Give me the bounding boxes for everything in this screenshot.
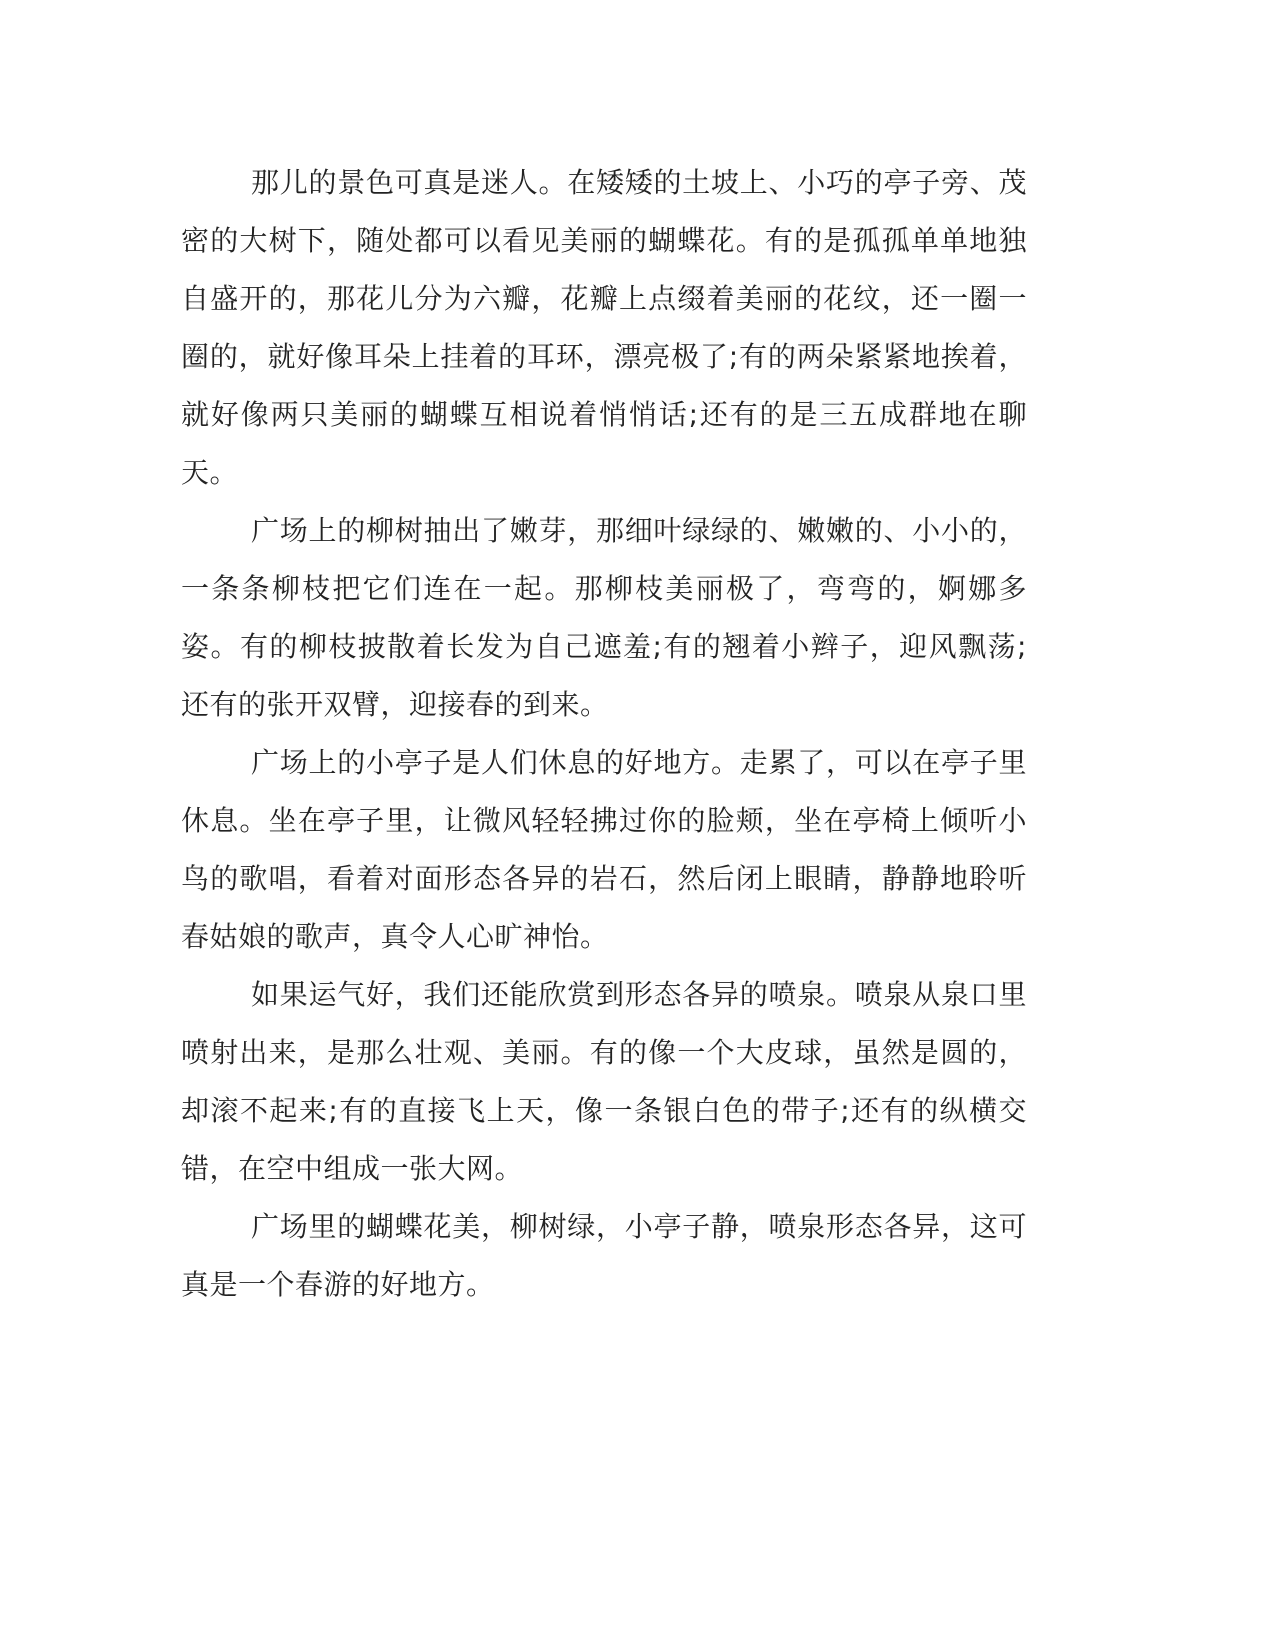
paragraph-pavilion: 广场上的小亭子是人们休息的好地方。走累了，可以在亭子里休息。坐在亭子里，让微风轻轻拂过你的脸颊，坐在亭椅上倾听小鸟的歌唱，看着对面形态各异的岩石，然后闭上眼睛，静静地聆听春姑娘的歌声，真令人心旷神怡。 — [181, 746, 1027, 953]
paragraph-willow-trees: 广场上的柳树抽出了嫩芽，那细叶绿绿的、嫩嫩的、小小的，一条条柳枝把它们连在一起。那柳枝美丽极了，弯弯的，婀娜多姿。有的柳枝披散着长发为自己遮羞;有的翘着小辫子，迎风飘荡;还有的张开双臂，迎接春的到来。 — [181, 514, 1027, 721]
paragraph-conclusion: 广场里的蝴蝶花美，柳树绿，小亭子静，喷泉形态各异，这可真是一个春游的好地方。 — [181, 1210, 1027, 1301]
paragraph-butterfly-flowers: 那儿的景色可真是迷人。在矮矮的土坡上、小巧的亭子旁、茂密的大树下，随处都可以看见美丽的蝴蝶花。有的是孤孤单单地独自盛开的，那花儿分为六瓣，花瓣上点缀着美丽的花纹，还一圈一圈的，就好像耳朵上挂着的耳环，漂亮极了;有的两朵紧紧地挨着，就好像两只美丽的蝴蝶互相说着悄悄话;还有的是三五成群地在聊天。 — [181, 166, 1027, 489]
paragraph-fountain: 如果运气好，我们还能欣赏到形态各异的喷泉。喷泉从泉口里喷射出来，是那么壮观、美丽。有的像一个大皮球，虽然是圆的，却滚不起来;有的直接飞上天，像一条银白色的带子;还有的纵横交错，在空中组成一张大网。 — [181, 978, 1027, 1185]
document-body — [181, 154, 1027, 1314]
